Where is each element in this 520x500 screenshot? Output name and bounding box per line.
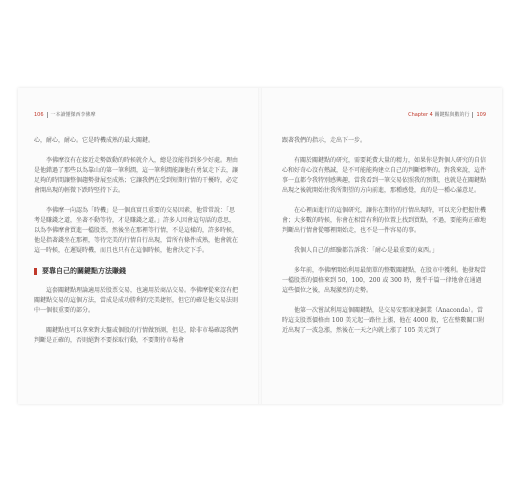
chapter-label: Chapter 4 xyxy=(408,112,433,118)
left-page xyxy=(18,88,260,404)
left-paragraph-1: 心，耐心，耐心。它是時機成熟的最大關鍵。 xyxy=(34,137,155,144)
right-page xyxy=(260,88,502,404)
left-paragraph-5: 關鍵點也可以拿來對大盤或個股的行情做預測，但是，除非市場確認我們判斷是正確的，否則絕對不要採取行動，不要期待市場會 xyxy=(34,327,239,344)
right-paragraph-2: 有關於關鍵點的研究，需要耗費大量的精力，如果你是對個人研究的自信心和好奇心沒有熱誠，是不可能能夠建立自己的判斷標準的。對我來說，這件事一直都令我特別感興趣，當我看到一筆交易依照我的預期，也就是在關鍵點出現之後就開始往我所期望的方向前進，那種感覺，真的是一種心滿意足。 xyxy=(282,157,487,194)
right-paragraph-3: 在心裡面進行的這個研究，讓你在期待的行情出現時，可以充分把握住機會；大多數的時候，你會在相當有利的位置上找到買點，不過，要能夠正確地判斷出行情會從哪裡開始走，也不是一件容易的事。 xyxy=(282,207,487,234)
section-heading-text: 要靠自己的關鍵點方法賺錢 xyxy=(42,267,126,275)
section-heading xyxy=(34,266,240,276)
right-body-text xyxy=(282,136,486,346)
right-paragraph-1: 跟著我們的指示，走出下一步。 xyxy=(282,137,367,144)
right-page-number: 109 xyxy=(476,112,486,118)
book-spread xyxy=(18,88,502,404)
left-body-text xyxy=(34,136,240,356)
right-running-head xyxy=(408,111,486,118)
right-paragraph-6: 他第一次嘗試利用這個關鍵點，是交易安那康達銅業（Anaconda）。當時這支股票價格由 100 美元起一路往上漲，他在 4000 股，它在整數關口附近出現了一波急漲，然後在一天之內就上漲了 105 美元到了 xyxy=(282,307,485,334)
left-running-head xyxy=(34,111,96,118)
chapter-title: 關鍵點與數的行 xyxy=(434,112,470,118)
header-divider xyxy=(47,112,48,118)
header-divider xyxy=(472,112,473,118)
right-paragraph-5: 多年前，李佛摩開始利用最簡單的整數關鍵點，在股市中獲利。他發現當一檔股票的價格來到 50，100，200 或 300 時，幾乎千篇一律地會在通過這些價位之後，出現激烈的走勢。 xyxy=(282,267,487,294)
left-page-number: 106 xyxy=(34,112,44,118)
left-paragraph-3: 李佛摩一向認為「時機」是一個真實且重要的交易因素，他常常說：「思考是賺錢之道，坐著不動等待，才是賺錢之道。」許多人因會這句話的意思，以為李佛摩會買進一檔股票，然後坐在那裡等行情，不是這樣的，許多時候，他是指著錢坐在那裡，等待完美的行情自行出現，當所有條件成熟，他會就在這一時候，在遲疑時機，而且也只有在這個時候，他會決定下手。 xyxy=(34,207,239,254)
left-paragraph-2: 李佛摩沒有在接近走勢啟動的時候就介入，總是沒能得到多少好處。理由是他錯過了那些以為靠山的第一筆利潤，這一筆利潤能讓他有勇氣走下去，讓足夠的時間讓整個趨勢發展至成熟；它讓我們在受到短期行情的干擾時，必定會開出現的輕微下跌時堅持下去。 xyxy=(34,157,239,194)
right-paragraph-4: 我個人自己的經驗都告訴我：「耐心是最重要的東西。」 xyxy=(294,247,439,254)
left-paragraph-4: 這套關鍵點理論適用於股票交易，也適用於商品交易。李佛摩從來沒有把關鍵點交易的這個方法，當成是成功勝利的完美捷徑，但它的確是他交易法則中一個很重要的部分。 xyxy=(34,287,239,314)
heading-marker-icon xyxy=(34,268,37,275)
left-running-title: 一本讀懂傑西李佛摩 xyxy=(50,112,96,118)
